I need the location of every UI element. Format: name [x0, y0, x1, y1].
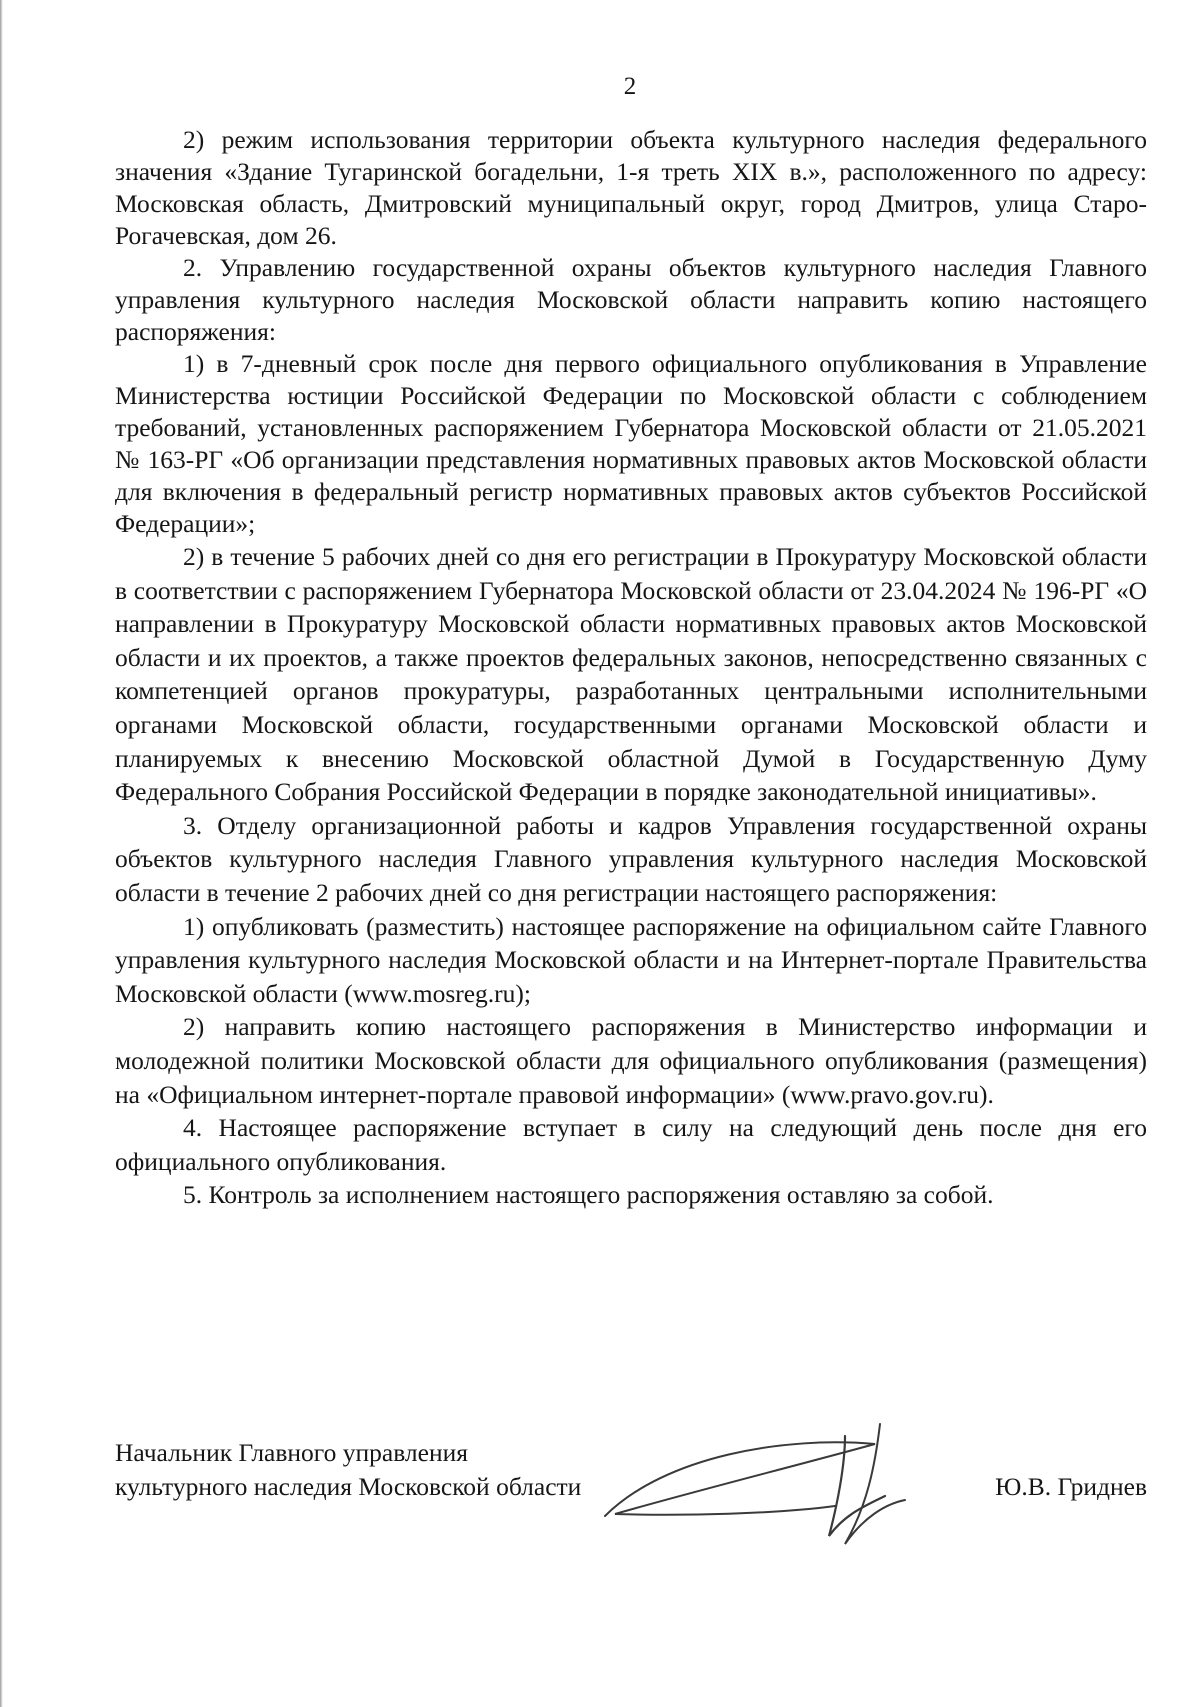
paragraph-item-3-2: 2) направить копию настоящего распоряжения в Министерство информации и молодежной политики Московской области для официального опубликования (размещения) на «Официальном интернет-портале правовой информации» (www.pravo.gov.ru).	[115, 1012, 1147, 1109]
signatory-title	[115, 1436, 581, 1504]
paragraph-item-3-1: 1) опубликовать (разместить) настоящее распоряжение на официальном сайте Главного управления культурного наследия Московской области и на Интернет-портале Правительства Московской области (www.mosreg.ru);	[115, 911, 1147, 1008]
paragraph-item-5: 5. Контроль за исполнением настоящего распоряжения оставляю за собой.	[183, 1180, 994, 1210]
signatory-name: Ю.В. Гриднев	[995, 1472, 1147, 1501]
document-body	[115, 124, 1147, 1212]
page-number: 2	[623, 73, 637, 100]
paragraph-territory-regime: 2) режим использования территории объекта культурного наследия федерального значения «Здание Тугаринской богадельни, 1-я треть XIX в.», расположенного по адресу: Московская область, Дмитровский муниципальный округ, город Дмитров, улица Старо-Рогачевская, дом 26.	[115, 125, 1147, 250]
paragraph-item-2-2: 2) в течение 5 рабочих дней со дня его регистрации в Прокуратуру Московской области в соответствии с распоряжением Губернатора Московской области от 23.04.2024 № 196-РГ «О направлении в Прокуратуру Московской области нормативных правовых актов Московской области и их проектов, а также проектов федеральных законов, непосредственно связанных с компетенцией органов прокуратуры, разработанных центральными исполнительными органами Московской области, государственными органами Московской области и планируемых к внесению Московской областной Думой в Государственную Думу Федерального Собрания Российской Федерации в порядке законодательной инициативы».	[115, 542, 1147, 807]
paragraph-item-2: 2. Управлению государственной охраны объектов культурного наследия Главного управления культурного наследия Московской области направить копию настоящего распоряжения:	[115, 253, 1147, 346]
signature-stroke-loop	[605, 1442, 875, 1516]
signatory-title-line-1: Начальник Главного управления	[115, 1438, 468, 1467]
signature-block	[115, 1436, 1147, 1556]
paragraph-item-2-1: 1) в 7-дневный срок после дня первого официального опубликования в Управление Министерства юстиции Российской Федерации по Московской области с соблюдением требований, установленных распоряжением Губернатора Московской области от 21.05.2021 № 163-РГ «Об организации представления нормативных правовых актов Московской области для включения в федеральный регистр нормативных правовых актов субъектов Российской Федерации»;	[115, 349, 1147, 538]
signatory-title-line-2: культурного наследия Московской области	[115, 1472, 582, 1501]
paragraph-item-3: 3. Отделу организационной работы и кадров Управления государственной охраны объектов культурного наследия Главного управления культурного наследия Московской области в течение 2 рабочих дней со дня регистрации настоящего распоряжения:	[115, 810, 1147, 907]
paragraph-item-4: 4. Настоящее распоряжение вступает в силу на следующий день после дня его официального опубликования.	[115, 1113, 1147, 1176]
scan-edge	[0, 0, 3, 1707]
handwritten-signature	[545, 1396, 965, 1556]
